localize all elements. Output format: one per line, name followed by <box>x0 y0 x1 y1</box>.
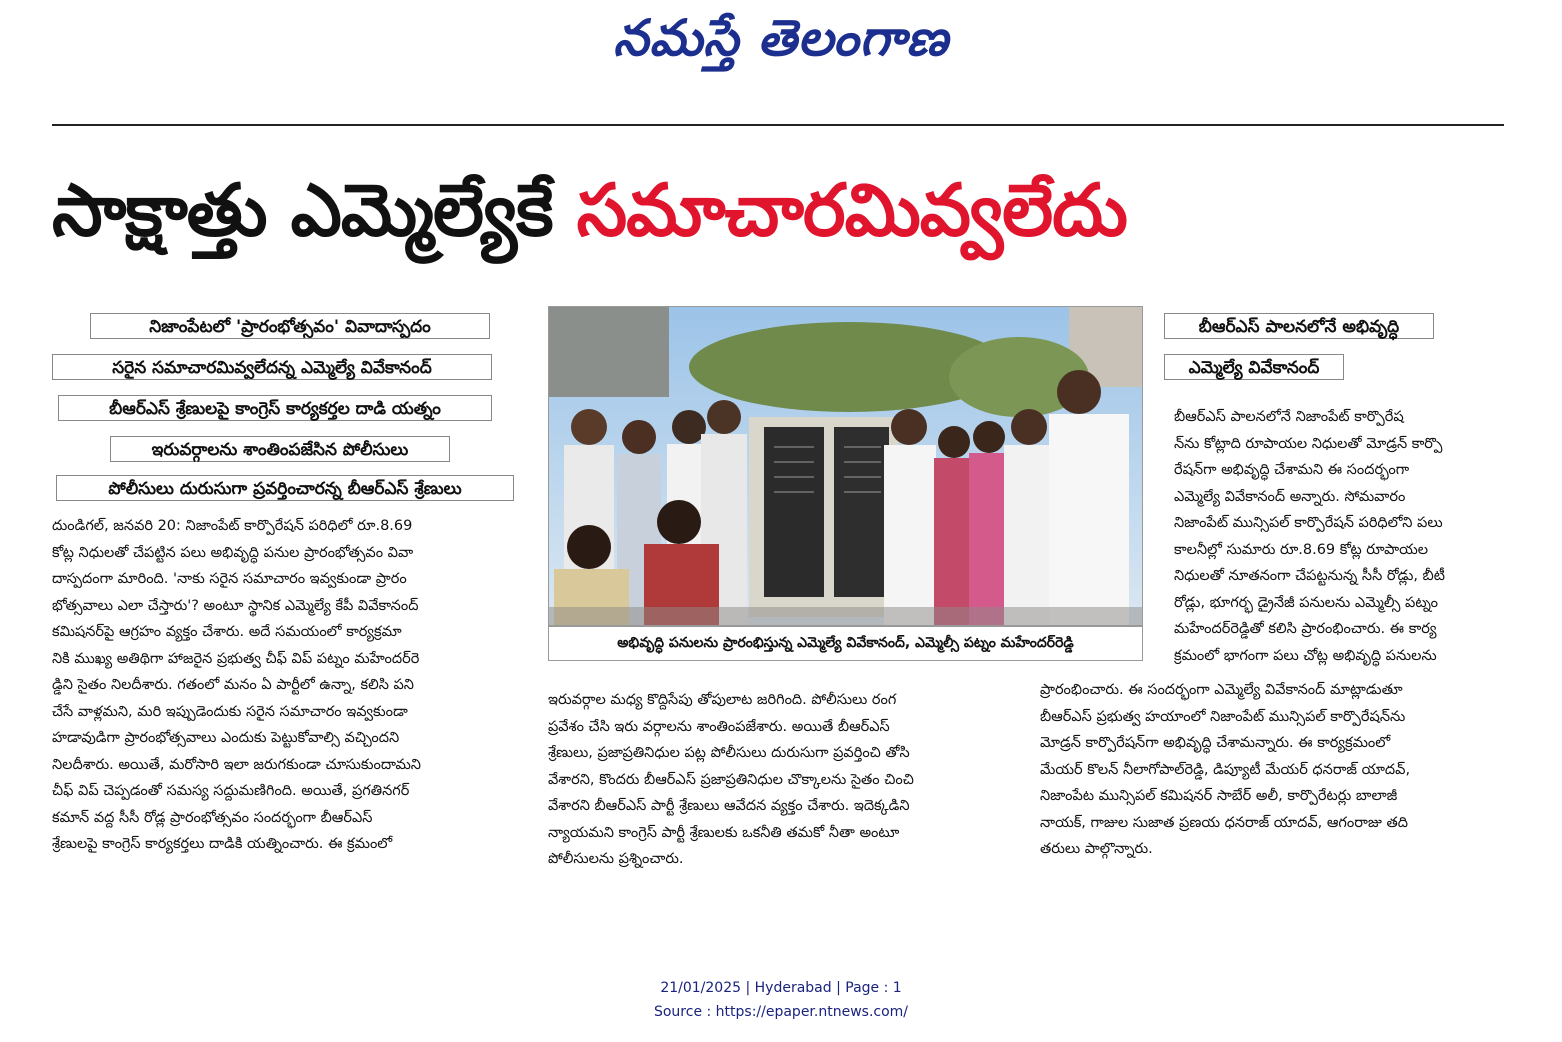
body-line: ప్రారంభించారు. ఈ సందర్భంగా ఎమ్మెల్యే వివేకానంద్ మాట్లాడుతూ <box>1040 682 1403 698</box>
body-line: బీఆర్ఎస్ ప్రభుత్వ హయాంలో నిజాంపేట్ మున్సిపల్ కార్పొరేషన్‌ను <box>1040 708 1406 725</box>
body-line: కమిషనర్‌పై ఆగ్రహం వ్యక్తం చేశారు. అదే సమయంలో కార్యక్రమా <box>52 624 402 640</box>
body-line: నికి ముఖ్య అతిథిగా హాజరైన ప్రభుత్వ చీఫ్ విప్ పట్నం మహేందర్‌రె <box>52 650 420 667</box>
body-line: మేయర్ కొలన్ నీలాగోపాల్‌రెడ్డి, డిప్యూటీ మేయర్ ధనరాజ్ యాదవ్, <box>1040 761 1411 778</box>
body-line: ఎమ్మెల్యే వివేకానంద్ అన్నారు. సోమవారం <box>1174 488 1406 505</box>
article-column-2 <box>548 687 1014 873</box>
body-line: న్‌ను కోట్లాది రూపాయల నిధులతో మోడ్రన్ కార్పొ <box>1174 435 1443 452</box>
right-subhead-1: బీఆర్ఎస్ పాలనలోనే అభివృద్ధి <box>1164 313 1434 339</box>
article-column-3 <box>1174 404 1504 669</box>
body-line: నిధులతో నూతనంగా చేపట్టనున్న సీసీ రోడ్లు, బీటీ <box>1174 568 1445 584</box>
body-line: ఇరువర్గాల మధ్య కొద్దిసేపు తోపులాట జరిగింది. పోలీసులు రంగ <box>548 692 897 708</box>
subhead-5: పోలీసులు దురుసుగా ప్రవర్తించారన్న బీఆర్ఎస్ శ్రేణులు <box>56 475 514 501</box>
subhead-4: ఇరువర్గాలను శాంతింపజేసిన పోలీసులు <box>110 436 450 462</box>
article-column-3-continued <box>1040 677 1504 863</box>
photo-illustration <box>549 307 1143 626</box>
body-line: న్యాయమని కాంగ్రెస్ పార్టీ శ్రేణులకు ఒకనీతి తమకో నీతా అంటూ <box>548 824 900 841</box>
body-line: శ్రేణులపై కాంగ్రెస్ కార్యకర్తలు దాడికి యత్నించారు. ఈ క్రమంలో <box>52 836 393 852</box>
body-line: రేషన్‌గా అభివృద్ధి చేశామని ఈ సందర్భంగా <box>1174 462 1410 478</box>
news-photo <box>548 306 1143 626</box>
newspaper-masthead: నమస్తే తెలంగాణ <box>613 8 949 67</box>
headline-red-part: సమాచారమివ్వలేదు <box>576 168 1127 252</box>
body-line: రోడ్లు, భూగర్భ డ్రైనేజీ పనులను ఎమ్మెల్సీ పట్నం <box>1174 594 1439 611</box>
body-line: బీఆర్ఎస్ పాలనలోనే నిజాంపేట్ కార్పొరేష <box>1174 409 1404 425</box>
body-line: నిజాంపేట మున్సిపల్ కమిషనర్ సాబేర్ అలీ, కార్పొరేటర్లు బాలాజీ <box>1040 788 1398 804</box>
body-line: కమాన్ వద్ద సీసీ రోడ్ల ప్రారంభోత్సవం సందర్భంగా బీఆర్ఎస్ <box>52 809 373 826</box>
body-line: క్రమంలో భాగంగా పలు చోట్ల అభివృద్ధి పనులను <box>1174 647 1437 664</box>
body-line: నిజాంపేట్ మున్సిపల్ కార్పొరేషన్ పరిధిలోని పలు <box>1174 515 1443 531</box>
body-line: డ్డిని సైతం నిలదీశారు. గతంలో మనం ఏ పార్టీలో ఉన్నా, కలిసి పని <box>52 677 414 693</box>
footer-source-line: Source : https://epaper.ntnews.com/ <box>653 1004 909 1020</box>
body-line: మహేందర్‌రెడ్డితో కలిసి ప్రారంభించారు. ఈ కార్య <box>1174 621 1437 637</box>
body-line: ప్రవేశం చేసి ఇరు వర్గాలను శాంతింపజేశారు. అయితే బీఆర్ఎస్ <box>548 718 890 735</box>
body-line: చేసే వాళ్లమని, మరి ఇప్పుడెందుకు సరైన సమాచారం ఇవ్వకుండా <box>52 703 408 720</box>
article-headline <box>52 160 1504 260</box>
footer-date-line: 21/01/2025 | Hyderabad | Page : 1 <box>660 980 902 996</box>
body-line: వేశారని, కొందరు బీఆర్ఎస్ ప్రజాప్రతినిధుల చొక్కాలను సైతం చించి <box>548 771 914 788</box>
body-line: హడావుడిగా ప్రారంభోత్సవాలు ఎందుకు పెట్టుకోవాల్సి వచ్చిందని <box>52 730 400 746</box>
body-line: నాయక్, గాజుల సుజాత ప్రణయ ధనరాజ్ యాదవ్, ఆగంరాజు తది <box>1040 814 1408 831</box>
masthead-divider <box>52 124 1504 126</box>
body-line: మోడ్రన్ కార్పొరేషన్‌గా అభివృద్ధి చేశామన్నారు. ఈ కార్యక్రమంలో <box>1040 735 1391 751</box>
right-subhead-2: ఎమ్మెల్యే వివేకానంద్ <box>1164 354 1344 380</box>
body-line: కోట్ల నిధులతో చేపట్టిన పలు అభివృద్ధి పనుల ప్రారంభోత్సవం వివా <box>52 544 414 561</box>
body-line: చీఫ్ విప్ చెప్పడంతో సమస్య సద్దుమణిగింది. అయితే, ప్రగతినగర్ <box>52 783 410 799</box>
body-line: తరులు పాల్గొన్నారు. <box>1040 841 1153 857</box>
body-line: దుండిగల్, జనవరి 20: నిజాంపేట్ కార్పొరేషన్ పరిధిలో రూ.8.69 <box>52 518 413 534</box>
body-line: పోలీసులను ప్రశ్నించారు. <box>548 851 684 867</box>
article-column-1 <box>52 513 520 858</box>
subhead-2: సరైన సమాచారమివ్వలేదన్న ఎమ్మెల్యే వివేకానంద్ <box>52 354 492 380</box>
body-line: కాలనీల్లో సుమారు రూ.8.69 కోట్ల రూపాయల <box>1174 541 1429 558</box>
body-line: దాస్పదంగా మారింది. 'నాకు సరైన సమాచారం ఇవ్వకుండా ప్రారం <box>52 571 407 587</box>
headline-black-part: సాక్షాత్తు ఎమ్మెల్యేకే <box>52 168 577 252</box>
body-line: భోత్సవాలు ఎలా చేస్తారు'? అంటూ స్థానిక ఎమ్మెల్యే కేపీ వివేకానంద్ <box>52 597 419 614</box>
subhead-3: బీఆర్ఎస్ శ్రేణులపై కాంగ్రెస్ కార్యకర్తల దాడి యత్నం <box>58 395 492 421</box>
body-line: శ్రేణులు, ప్రజాప్రతినిధుల పట్ల పోలీసులు దురుసుగా ప్రవర్తించి తోసి <box>548 745 910 761</box>
body-line: వేశారని బీఆర్ఎస్ పార్టీ శ్రేణులు ఆవేదన వ్యక్తం చేశారు. ఇదెక్కడిని <box>548 798 910 814</box>
subhead-1: నిజాంపేటలో 'ప్రారంభోత్సవం' వివాదాస్పదం <box>90 313 490 339</box>
body-line: నిలదీశారు. అయితే, మరోసారి ఇలా జరుగకుండా చూసుకుందామని <box>52 756 421 773</box>
photo-caption: అభివృద్ధి పనులను ప్రారంభిస్తున్న ఎమ్మెల్యే వివేకానంద్, ఎమ్మెల్సీ పట్నం మహేందర్‌రెడ్డి <box>548 626 1143 661</box>
